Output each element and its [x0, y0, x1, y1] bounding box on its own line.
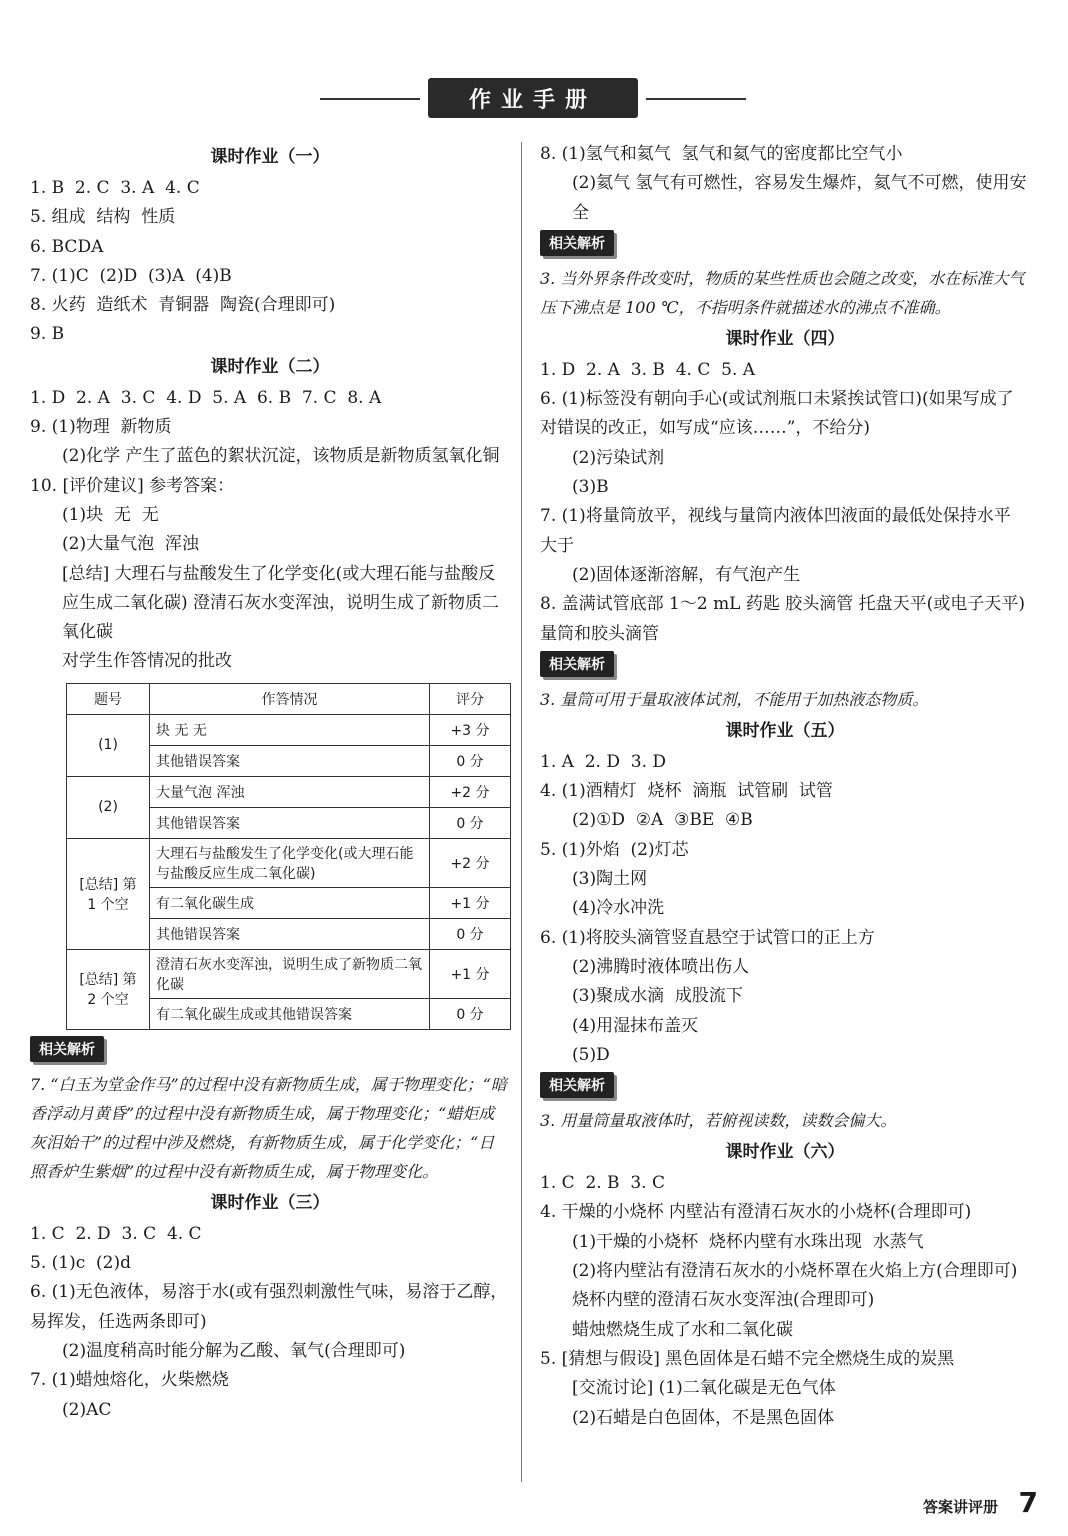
- answer-line: (5)D: [572, 1044, 610, 1065]
- answer-line: 4. (1)酒精灯 烧杯 滴瓶 试管刷 试管: [540, 781, 833, 802]
- analysis-tag: 相关解析: [540, 230, 614, 256]
- table-cell: 大理石与盐酸发生了化学变化(或大理石能与盐酸反应生成二氧化碳): [150, 838, 430, 887]
- answer-line: 8. 火药 造纸术 青铜器 陶瓷(合理即可): [30, 295, 336, 316]
- answer-line: 8. 盖满试管底部 1～2 mL 药匙 胶头滴管 托盘天平(或电子天平) 量筒和胶头滴管: [540, 594, 1025, 644]
- table-header: 评分: [430, 683, 511, 714]
- answer-line: (3)B: [572, 477, 609, 498]
- table-cell: 其他错误答案: [150, 807, 430, 838]
- table-caption: 对学生作答情况的批改: [62, 651, 232, 672]
- answer-line: (2)大量气泡 浑浊: [62, 534, 199, 555]
- table-cell: (2): [67, 776, 150, 838]
- answer-line: (2)污染试剂: [572, 447, 665, 468]
- answer-line: (1)块 无 无: [62, 504, 159, 525]
- section-heading: 课时作业（一）: [210, 147, 330, 167]
- answer-line: 6. (1)标签没有朝向手心(或试剂瓶口未紧挨试管口)(如果写成了对错误的改正，如写成“应该……”，不给分): [540, 389, 1014, 439]
- table-cell: [总结] 第 2 个空: [67, 949, 150, 1029]
- footer-label: 答案讲评册: [922, 1498, 998, 1516]
- answer-line: (4)用湿抹布盖灭: [572, 1015, 699, 1036]
- answer-line: (3)聚成水滴 成股流下: [572, 986, 743, 1007]
- analysis-tag: 相关解析: [30, 1036, 104, 1062]
- table-cell: 大量气泡 浑浊: [150, 776, 430, 807]
- banner-rule-left: [320, 98, 420, 100]
- answer-line: 9. B: [30, 324, 65, 345]
- answer-line: 9. (1)物理 新物质: [30, 417, 172, 438]
- answer-line: 5. (1)外焰 (2)灯芯: [540, 839, 689, 860]
- answer-line: 1. C 2. B 3. C: [540, 1173, 665, 1194]
- table-cell: 有二氧化碳生成: [150, 887, 430, 918]
- answer-line: (3)陶土网: [572, 869, 648, 890]
- table-cell: 有二氧化碳生成或其他错误答案: [150, 998, 430, 1029]
- summary-text: [总结] 大理石与盐酸发生了化学变化(或大理石能与盐酸反应生成二氧化碳) 澄清石灰水变浑浊，说明生成了新物质二氧化碳: [62, 563, 500, 643]
- table-cell: 0 分: [430, 807, 511, 838]
- analysis-tag: 相关解析: [540, 1072, 614, 1098]
- table-cell: 其他错误答案: [150, 745, 430, 776]
- section-heading: 课时作业（四）: [725, 328, 845, 349]
- grading-table: [66, 683, 511, 1030]
- answer-line: 7. (1)将量筒放平，视线与量筒内液体凹液面的最低处保持水平 大于: [540, 506, 1011, 556]
- section-heading: 课时作业（三）: [210, 1192, 330, 1213]
- analysis-note: 3. 当外界条件改变时，物质的某些性质也会随之改变，水在标准大气压下沸点是 100 ℃，不指明条件就描述水的沸点不准确。: [540, 268, 1025, 317]
- section-title: 作业手册: [428, 78, 638, 118]
- table-cell: +3 分: [430, 714, 511, 745]
- answer-line: (2)①D ②A ③BE ④B: [572, 810, 753, 831]
- answer-line: 1. D 2. A 3. B 4. C 5. A: [540, 359, 756, 380]
- answer-line: 5. [猜想与假设] 黑色固体是石蜡不完全燃烧生成的炭黑: [540, 1348, 955, 1369]
- analysis-note: 3. 用量筒量取液体时，若俯视读数，读数会偏大。: [540, 1111, 897, 1131]
- table-cell: +1 分: [430, 949, 511, 998]
- answer-line: 7. (1)C (2)D (3)A (4)B: [30, 265, 232, 286]
- table-cell: [总结] 第 1 个空: [67, 838, 150, 949]
- page-number: 7: [1018, 1486, 1038, 1519]
- table-cell: +2 分: [430, 838, 511, 887]
- answer-line: 1. C 2. D 3. C 4. C: [30, 1223, 202, 1244]
- answer-line: 5. (1)c (2)d: [30, 1253, 131, 1274]
- table-cell: 0 分: [430, 745, 511, 776]
- answer-line: 5. 组成 结构 性质: [30, 207, 176, 228]
- analysis-note: 7. “白玉为堂金作马”的过程中没有新物质生成，属于物理变化；“暗香浮动月黄昏”的过程中没有新物质生成，属于物理变化；“蜡炬成灰泪始干”的过程中涉及燃烧，有新物质生成，属于化学变化；“日照香炉生紫烟”的过程中没有新物质生成，属于物理变化。: [30, 1074, 507, 1181]
- table-cell: 0 分: [430, 998, 511, 1029]
- answer-line: (2)石蜡是白色固体，不是黑色固体: [572, 1407, 835, 1428]
- answer-line: (2)氦气 氢气有可燃性，容易发生爆炸，氦气不可燃，使用安全: [572, 173, 1027, 223]
- analysis-note: 3. 量筒可用于量取液体试剂，不能用于加热液态物质。: [540, 689, 929, 709]
- answer-line: (2)沸腾时液体喷出伤人: [572, 956, 750, 977]
- table-cell: 块 无 无: [150, 714, 430, 745]
- table-header: 作答情况: [150, 683, 430, 714]
- answer-line: 6. BCDA: [30, 236, 104, 257]
- answer-line: 1. A 2. D 3. D: [540, 751, 667, 772]
- answer-line: (1)干燥的小烧杯 烧杯内壁有水珠出现 水蒸气: [572, 1231, 924, 1252]
- answer-line: (4)冷水冲洗: [572, 898, 665, 919]
- answer-line: 4. 干燥的小烧杯 内壁沾有澄清石灰水的小烧杯(合理即可): [540, 1202, 972, 1223]
- answer-line: (2)AC: [62, 1399, 112, 1420]
- answer-line: 1. B 2. C 3. A 4. C: [30, 178, 200, 198]
- left-column: [30, 140, 510, 1425]
- table-cell: 其他错误答案: [150, 918, 430, 949]
- table-cell: 0 分: [430, 918, 511, 949]
- analysis-tag: 相关解析: [540, 651, 614, 677]
- banner-rule-right: [646, 98, 746, 100]
- answer-line: 6. (1)将胶头滴管竖直悬空于试管口的正上方: [540, 927, 875, 948]
- answer-line: (2)将内壁沾有澄清石灰水的小烧杯罩在火焰上方(合理即可) 烧杯内壁的澄清石灰水变浑浊(合理即可): [572, 1261, 1018, 1311]
- answer-line: (2)固体逐渐溶解，有气泡产生: [572, 564, 801, 585]
- section-heading: 课时作业（五）: [725, 720, 845, 741]
- table-header: 题号: [67, 683, 150, 714]
- answer-line: 1. D 2. A 3. C 4. D 5. A 6. B 7. C 8. A: [30, 387, 382, 408]
- answer-line: 8. (1)氢气和氦气 氢气和氦气的密度都比空气小: [540, 144, 903, 164]
- answer-line: 6. (1)无色液体，易溶于水(或有强烈刺激性气味，易溶于乙醇，易挥发，任选两条即可): [30, 1282, 508, 1332]
- section-heading: 课时作业（二）: [210, 356, 330, 377]
- answer-line: (2)温度稍高时能分解为乙酸、氧气(合理即可): [62, 1340, 406, 1361]
- column-divider: [521, 142, 522, 1482]
- answer-line: (2)化学 产生了蓝色的絮状沉淀，该物质是新物质氢氧化铜: [62, 446, 500, 467]
- answer-line: 7. (1)蜡烛熔化，火柴燃烧: [30, 1370, 229, 1391]
- answer-line: 蜡烛燃烧生成了水和二氧化碳: [572, 1319, 793, 1340]
- table-cell: (1): [67, 714, 150, 776]
- table-cell: +2 分: [430, 776, 511, 807]
- table-cell: 澄清石灰水变浑浊，说明生成了新物质二氧化碳: [150, 949, 430, 998]
- banner: [0, 78, 1068, 122]
- answer-line: [交流讨论] (1)二氧化碳是无色气体: [572, 1378, 836, 1399]
- right-column: [540, 140, 1030, 1433]
- table-cell: +1 分: [430, 887, 511, 918]
- section-heading: 课时作业（六）: [725, 1142, 845, 1163]
- answer-line: 10. [评价建议] 参考答案：: [30, 475, 235, 496]
